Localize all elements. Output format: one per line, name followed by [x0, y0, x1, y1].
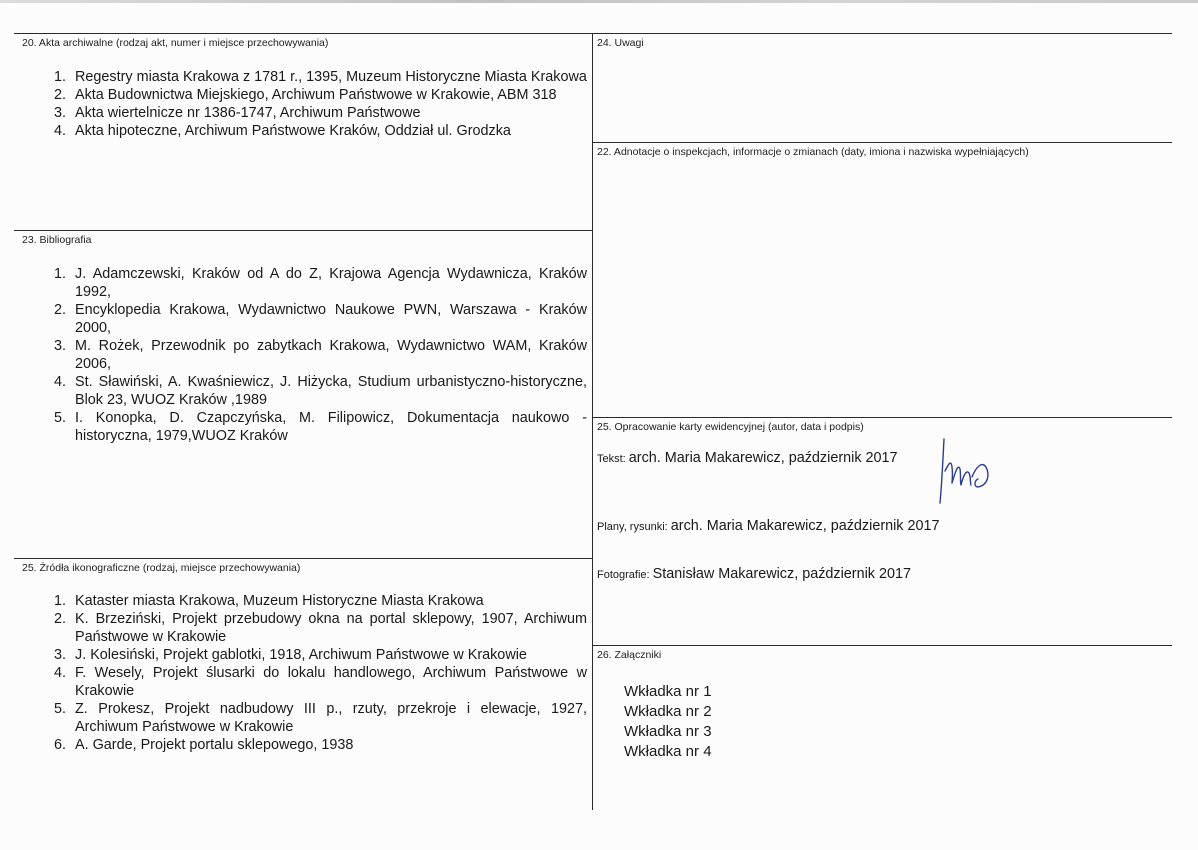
text-author-label: Tekst: — [597, 453, 629, 465]
item-text: St. Sławiński, A. Kwaśniewicz, J. Hiżycka, Studium urbanistyczno-historyczne, Blok 23, WUOZ Kraków ,1989 — [75, 374, 587, 408]
rule-preparation — [592, 417, 1172, 418]
plans-author-line — [597, 517, 940, 535]
bibliography-list — [22, 265, 587, 445]
item-number: 3. — [53, 338, 66, 354]
attachment-item: Wkładka nr 4 — [624, 743, 712, 760]
list-item — [22, 646, 587, 664]
item-number: 1. — [53, 69, 66, 85]
item-text: Encyklopedia Krakowa, Wydawnictwo Naukowe PWN, Warszawa - Kraków 2000, — [75, 302, 587, 336]
item-text: Akta wiertelnicze nr 1386-1747, Archiwum Państwowe — [75, 105, 421, 121]
list-item — [22, 104, 587, 122]
attachments-list — [624, 682, 712, 762]
plans-author-label: Plany, rysunki: — [597, 521, 671, 533]
rule-iconographic — [14, 558, 592, 559]
column-divider — [592, 33, 593, 810]
iconographic-sources-list — [22, 592, 587, 754]
rule-bibliography — [14, 230, 592, 231]
item-number: 2. — [53, 611, 66, 627]
list-item — [22, 86, 587, 104]
item-number: 3. — [53, 105, 66, 121]
item-number: 5. — [53, 410, 66, 426]
inspections-header: 22. Adnotacje o inspekcjach, informacje o zmianach (daty, imiona i nazwiska wypełniających) — [597, 146, 1029, 158]
list-item — [22, 700, 587, 736]
bibliography-header: 23. Bibliografia — [22, 234, 92, 246]
remarks-header: 24. Uwagi — [597, 37, 644, 49]
item-number: 1. — [53, 266, 66, 282]
item-text: Akta hipoteczne, Archiwum Państwowe Kraków, Oddział ul. Grodzka — [75, 123, 511, 139]
attachments-header: 26. Załączniki — [597, 649, 662, 661]
item-number: 2. — [53, 87, 66, 103]
scan-top-edge — [0, 0, 1198, 3]
text-author-value: arch. Maria Makarewicz, październik 2017 — [628, 450, 898, 466]
preparation-header: 25. Opracowanie karty ewidencyjnej (autor, data i podpis) — [597, 421, 864, 433]
list-item — [22, 409, 587, 445]
top-rule — [14, 33, 1172, 34]
item-text: F. Wesely, Projekt ślusarki do lokalu handlowego, Archiwum Państwowe w Krakowie — [75, 665, 587, 699]
archival-records-header: 20. Akta archiwalne (rodzaj akt, numer i miejsce przechowywania) — [22, 37, 329, 49]
photos-author-line — [597, 565, 911, 583]
item-text: J. Kolesiński, Projekt gablotki, 1918, Archiwum Państwowe w Krakowie — [75, 647, 527, 663]
rule-inspections — [592, 142, 1172, 143]
list-item — [22, 664, 587, 700]
list-item — [22, 610, 587, 646]
item-number: 3. — [53, 647, 66, 663]
list-item — [22, 122, 587, 140]
author-signature — [936, 437, 998, 507]
item-number: 4. — [53, 123, 66, 139]
item-text: J. Adamczewski, Kraków od A do Z, Krajowa Agencja Wydawnicza, Kraków 1992, — [75, 266, 587, 300]
archival-records-list — [22, 68, 587, 140]
item-text: Z. Prokesz, Projekt nadbudowy III p., rzuty, przekroje i elewacje, 1927, Archiwum Państwowe w Krakowie — [75, 701, 587, 735]
item-number: 2. — [53, 302, 66, 318]
item-text: A. Garde, Projekt portalu sklepowego, 1938 — [75, 737, 354, 753]
attachment-item: Wkładka nr 2 — [624, 703, 712, 720]
list-item — [22, 736, 587, 754]
plans-author-value: arch. Maria Makarewicz, październik 2017 — [670, 518, 940, 534]
item-number: 5. — [53, 701, 66, 717]
item-text: M. Rożek, Przewodnik po zabytkach Krakowa, Wydawnictwo WAM, Kraków 2006, — [75, 338, 587, 372]
item-text: I. Konopka, D. Czapczyńska, M. Filipowicz, Dokumentacja naukowo - historyczna, 1979,WUOZ Kraków — [75, 410, 587, 444]
list-item — [22, 373, 587, 409]
list-item — [22, 337, 587, 373]
list-item — [22, 68, 587, 86]
list-item — [22, 265, 587, 301]
item-number: 6. — [53, 737, 66, 753]
item-text: Kataster miasta Krakowa, Muzeum Historyczne Miasta Krakowa — [75, 593, 484, 609]
rule-attachments — [592, 645, 1172, 646]
attachment-item: Wkładka nr 3 — [624, 723, 712, 740]
item-number: 4. — [53, 374, 66, 390]
item-text: K. Brzeziński, Projekt przebudowy okna na portal sklepowy, 1907, Archiwum Państwowe w Krakowie — [75, 611, 587, 645]
photos-author-value: Stanisław Makarewicz, październik 2017 — [652, 566, 911, 582]
photos-author-label: Fotografie: — [597, 569, 653, 581]
item-number: 4. — [53, 665, 66, 681]
item-text: Akta Budownictwa Miejskiego, Archiwum Państwowe w Krakowie, ABM 318 — [75, 87, 557, 103]
attachment-item: Wkładka nr 1 — [624, 683, 712, 700]
item-number: 1. — [53, 593, 66, 609]
list-item — [22, 301, 587, 337]
item-text: Regestry miasta Krakowa z 1781 r., 1395, Muzeum Historyczne Miasta Krakowa — [75, 69, 587, 85]
list-item — [22, 592, 587, 610]
iconographic-sources-header: 25. Źródła ikonograficzne (rodzaj, miejsce przechowywania) — [22, 562, 301, 574]
text-author-line — [597, 449, 898, 467]
